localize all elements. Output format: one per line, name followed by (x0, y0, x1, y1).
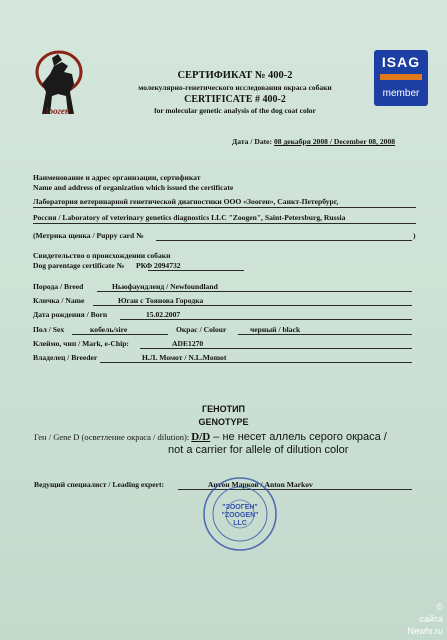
puppy-card-close: ) (413, 231, 416, 240)
gene-label: Ген / Gene D (осветление окраса / dilution): (34, 432, 190, 442)
stamp-center-en: "ZOOGEN" (221, 512, 259, 519)
breed-value: Ньюфаундленд / Newfoundland (112, 282, 218, 291)
name-label: Кличка / Name (33, 296, 85, 305)
genotype-title-ru: ГЕНОТИП (201, 404, 246, 414)
org-label-en: Name and address of organization which issued the certificate (33, 183, 234, 192)
breeder-underline (100, 362, 412, 363)
puppy-card-label: (Метрика щенка / Puppy card № (33, 231, 144, 240)
certificate-title-ru: СЕРТИФИКАТ № 400-2 (177, 70, 293, 81)
name-value: Юган с Тоянова Городка (118, 296, 204, 305)
isag-title: ISAG (381, 54, 421, 70)
isag-bar (380, 74, 422, 80)
born-underline (120, 319, 412, 320)
parentage-underline (148, 270, 244, 271)
certificate-subtitle-en: for molecular genetic analysis of the dog coat color (154, 106, 316, 115)
watermark-line2: Newfs.ru (407, 626, 443, 636)
chip-label: Клеймо, чип / Mark, e-Chip: (33, 339, 129, 348)
zoogen-logo-caption: Зооген (44, 106, 70, 116)
isag-member-badge (374, 50, 428, 106)
parentage-label-en (33, 261, 181, 270)
sex-label: Пол / Sex (33, 325, 65, 334)
certificate-title-en: CERTIFICATE # 400-2 (184, 94, 286, 105)
org-line1: Лаборатория ветеринарной генетической диагностики ООО «Зооген», Санкт-Петербург, (33, 197, 339, 206)
gene-result: D/D (191, 431, 211, 443)
org-line2-underline (33, 223, 416, 224)
born-label: Дата рождения / Born (33, 310, 108, 319)
puppy-card-underline (156, 240, 412, 241)
gene-desc-en: not a carrier for allele of dilution color (168, 444, 349, 456)
breeder-value: Н.Л. Момот / N.L.Momot (142, 353, 227, 362)
date-label: Дата / Date: (232, 137, 273, 146)
org-line2: Россия / Laboratory of veterinary genetics diagnostics LLC "Zoogen", Saint-Petersburg, Russia (33, 213, 346, 222)
genotype-title-en: GENOTYPE (198, 417, 249, 427)
stamp-center-ru: "ЗООГЕН" (222, 504, 258, 511)
parentage-value: РКФ 2094732 (136, 261, 181, 270)
chip-value: ADE1270 (172, 339, 204, 348)
chip-underline (140, 348, 412, 349)
parentage-label-en-text: Dog parentage certificate № (33, 261, 125, 270)
name-underline (93, 305, 412, 306)
born-value: 15.02.2007 (146, 310, 181, 319)
watermark-line1: сайта (419, 614, 443, 624)
colour-underline (238, 334, 412, 335)
stamp-text (202, 504, 278, 528)
date-row (232, 137, 395, 146)
expert-value: Антон Марков / Anton Markov (207, 480, 313, 489)
breed-label: Порода / Breed (33, 282, 84, 291)
colour-value: черный / black (250, 325, 301, 334)
colour-label: Окрас / Colour (176, 325, 227, 334)
breeder-label: Владелец / Breeder (33, 353, 98, 362)
org-label-ru: Наименование и адрес организации, сертификат (33, 173, 201, 182)
watermark-c: © (436, 602, 443, 612)
certificate-subtitle-ru: молекулярно-генетического исследования окраса собаки (138, 83, 332, 92)
gene-result-line (34, 431, 387, 443)
sex-underline (72, 334, 168, 335)
date-value: 08 декабря 2008 / December 08, 2008 (273, 137, 396, 146)
sex-value: кобель/sire (90, 325, 128, 334)
org-line1-underline (33, 207, 416, 208)
parentage-label-ru: Свидетельство о происхождении собаки (33, 251, 171, 260)
isag-member-label: member (382, 88, 420, 99)
stamp-sub: LLC (233, 520, 247, 527)
gene-desc-ru: – не несет аллель серого окраса / (210, 431, 387, 443)
breed-underline (97, 291, 412, 292)
expert-label: Ведущий специалист / Leading expert: (34, 480, 165, 489)
